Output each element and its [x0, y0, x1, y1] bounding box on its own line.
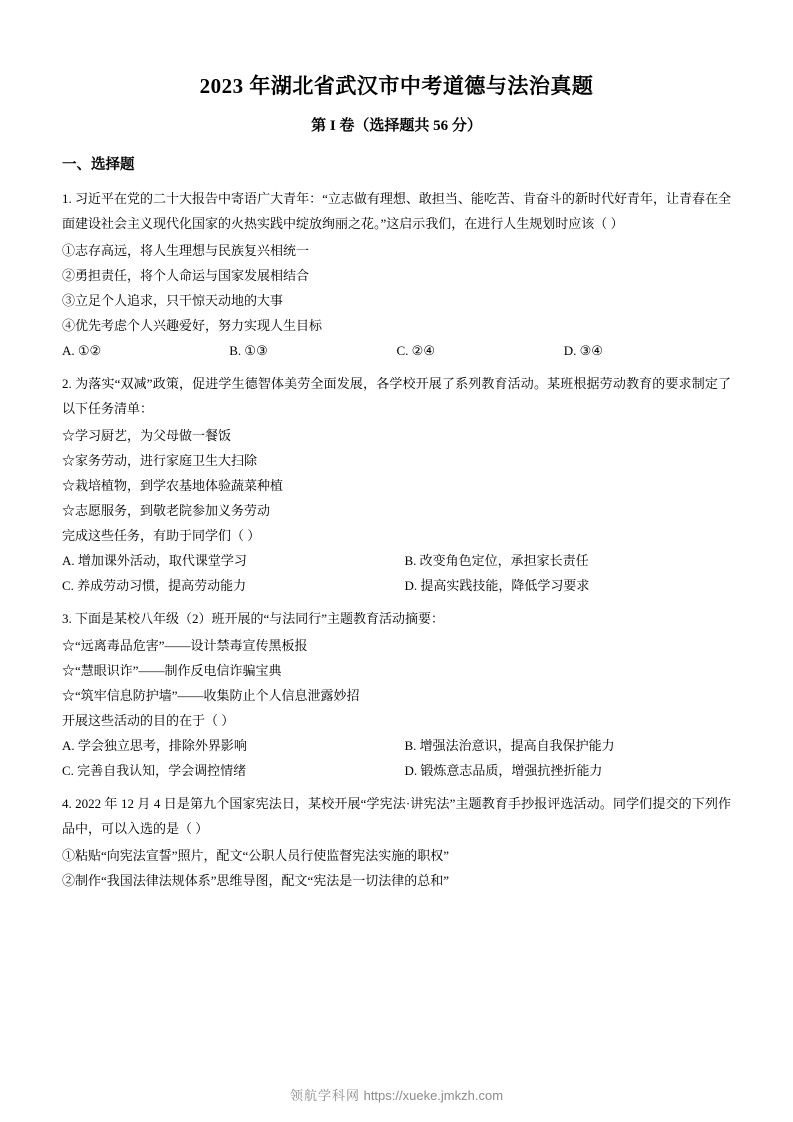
question-line: ☆家务劳动，进行家庭卫生大扫除	[62, 453, 258, 468]
question-line: ③立足个人追求，只干惊天动地的大事	[62, 293, 284, 308]
question-line: ①粘贴“向宪法宣誓”照片，配文“公职人员行使监督宪法实施的职权”	[62, 848, 450, 863]
watermark-url: https://xueke.jmkzh.com	[363, 1088, 504, 1103]
option-c: C. 完善自我认知，学会调控情绪	[62, 763, 247, 778]
question-1	[62, 186, 731, 363]
paper-part-subtitle: 第 I 卷（选择题共 56 分）	[311, 118, 482, 134]
question-options	[62, 573, 731, 598]
question-line: ④优先考虑个人兴趣爱好，努力实现人生目标	[62, 318, 323, 333]
question-line: 完成这些任务，有助于同学们（ ）	[62, 528, 261, 543]
question-line: 开展这些活动的目的在于（ ）	[62, 713, 235, 728]
option-b: B. 增强法治意识，提高自我保护能力	[404, 738, 615, 753]
question-stem: 1. 习近平在党的二十大报告中寄语广大青年：“立志做有理想、敢担当、能吃苦、肯奋斗的新时代好青年，让青春在全面建设社会主义现代化国家的火热实践中绽放绚丽之花。”这启示我们，在进行人生规划时应该（ ）	[62, 191, 731, 231]
question-stem: 2. 为落实“双减”政策，促进学生德智体美劳全面发展，各学校开展了系列教育活动。某班根据劳动教育的要求制定了以下任务清单：	[62, 376, 731, 416]
question-line: ☆栽培植物，到学农基地体验蔬菜种植	[62, 478, 284, 493]
question-line: ②制作“我国法律法规体系”思维导图，配文“宪法是一切法律的总和”	[62, 873, 450, 888]
page-title: 2023 年湖北省武汉市中考道德与法治真题	[199, 74, 594, 98]
question-options	[62, 758, 731, 783]
question-line: ☆志愿服务，到敬老院参加义务劳动	[62, 503, 271, 518]
option-a: A. 学会独立思考，排除外界影响	[62, 738, 247, 753]
option-c: C. 养成劳动习惯，提高劳动能力	[62, 578, 247, 593]
option-b: B. 改变角色定位，承担家长责任	[404, 553, 589, 568]
question-2	[62, 371, 731, 598]
option-b: B. ①③	[229, 343, 268, 358]
option-d: D. 锻炼意志品质，增强抗挫折能力	[404, 763, 603, 778]
option-a: A. ①②	[62, 343, 102, 358]
question-line: ☆“远离毒品危害”——设计禁毒宣传黑板报	[62, 638, 308, 653]
question-stem: 4. 2022 年 12 月 4 日是第九个国家宪法日，某校开展“学宪法·讲宪法”主题教育手抄报评选活动。同学们提交的下列作品中，可以入选的是（ ）	[62, 796, 731, 836]
option-c: C. ②④	[396, 343, 435, 358]
option-a: A. 增加课外活动，取代课堂学习	[62, 553, 247, 568]
question-line: ☆学习厨艺，为父母做一餐饭	[62, 428, 232, 443]
question-options	[62, 733, 731, 758]
question-line: ☆“慧眼识诈”——制作反电信诈骗宝典	[62, 663, 282, 678]
question-4	[62, 791, 731, 893]
watermark-footer	[0, 1085, 793, 1104]
question-line: ☆“筑牢信息防护墙”——收集防止个人信息泄露妙招	[62, 688, 360, 703]
question-options	[62, 548, 731, 573]
section-heading: 一、选择题	[62, 157, 135, 173]
question-stem: 3. 下面是某校八年级（2）班开展的“与法同行”主题教育活动摘要：	[62, 611, 445, 626]
question-3	[62, 606, 731, 783]
watermark-brand: 领航学科网	[289, 1088, 360, 1103]
option-d: D. ③④	[563, 343, 603, 358]
option-d: D. 提高实践技能，降低学习要求	[404, 578, 590, 593]
question-line: ②勇担责任，将个人命运与国家发展相结合	[62, 268, 310, 283]
question-options	[62, 338, 731, 363]
question-line: ①志存高远，将人生理想与民族复兴相统一	[62, 243, 310, 258]
